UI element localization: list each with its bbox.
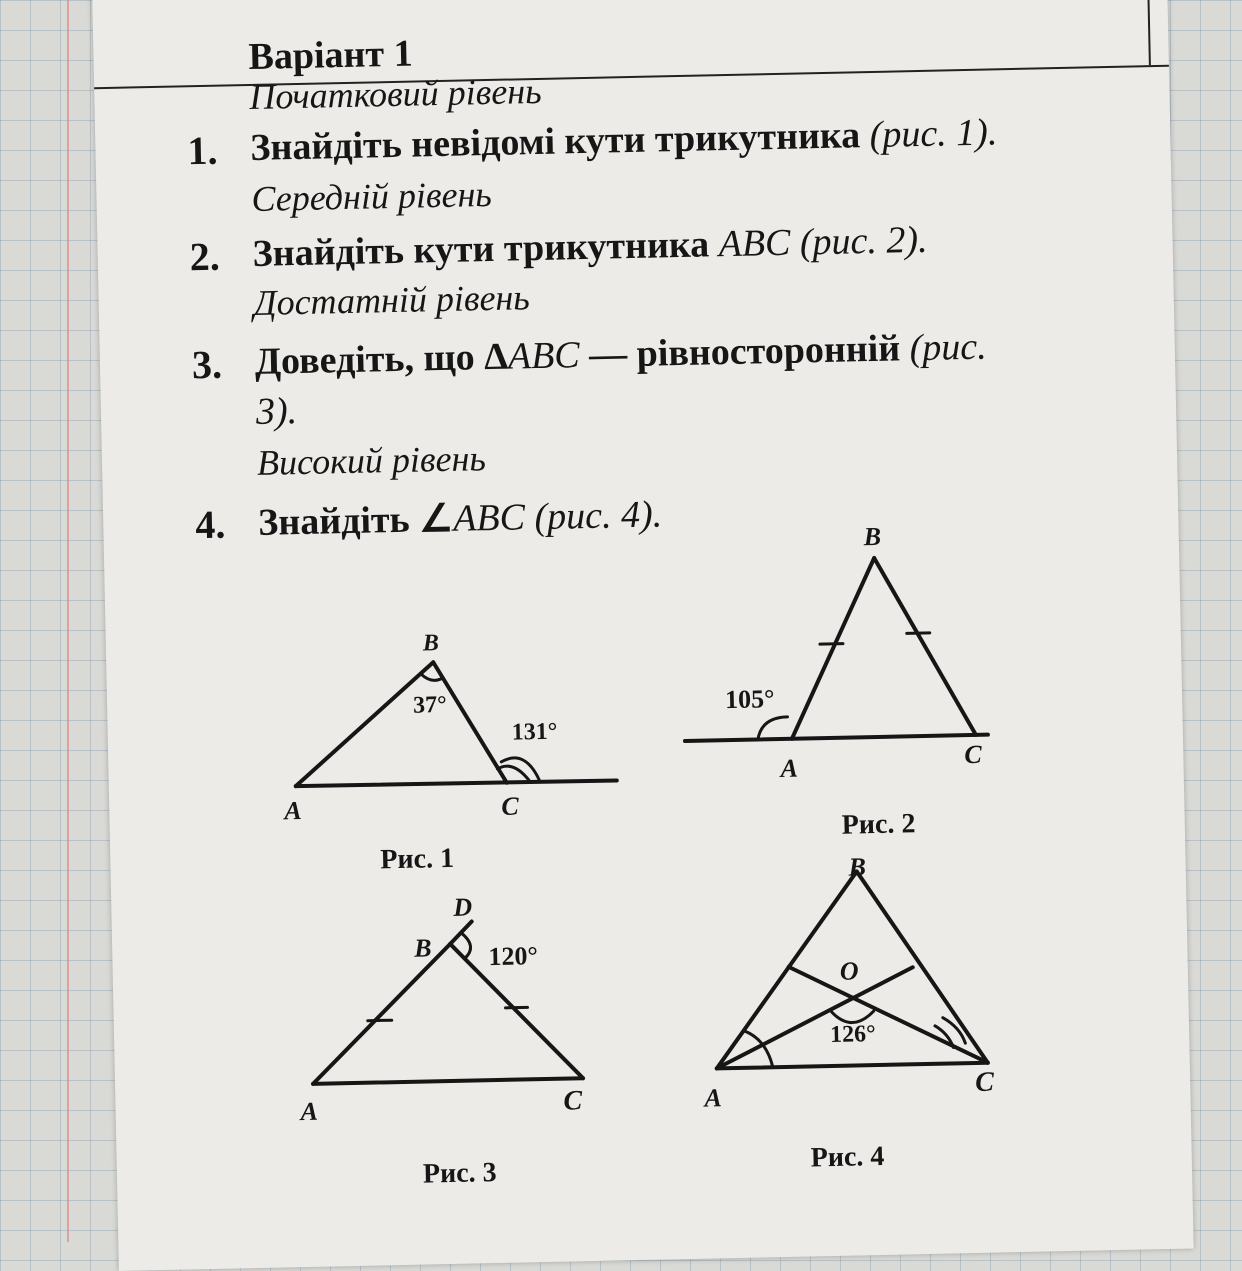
- level-high: Високий рівень: [257, 437, 487, 484]
- task-3-text-continued: 3).: [256, 389, 298, 434]
- fig1-label-c: C: [501, 791, 520, 820]
- fig4-label-b: B: [847, 852, 866, 881]
- fig4-angle-o-value: 126°: [830, 1021, 876, 1048]
- fig1-angle-b-value: 37°: [413, 692, 447, 719]
- fig2-side-bc: [874, 556, 976, 737]
- fig4-side-ac: [717, 1063, 988, 1069]
- fig4-bisector-a: [715, 967, 915, 1068]
- level-initial: Початковий рівень: [249, 70, 542, 118]
- fig4-label-o: O: [840, 956, 860, 985]
- fig4-caption: Рис. 4: [810, 1141, 884, 1174]
- fig1-side-bc: [433, 661, 507, 784]
- fig2-line-ac-extended: [685, 735, 988, 741]
- level-middle: Середній рівень: [251, 173, 492, 220]
- fig3-label-c: C: [563, 1085, 583, 1116]
- fig2-side-ab: [788, 558, 878, 739]
- variant-title: Варіант 1: [248, 32, 413, 79]
- fig1-label-b: B: [422, 630, 440, 656]
- fig4-label-c: C: [975, 1067, 995, 1098]
- fig2-label-c: C: [964, 740, 983, 769]
- fig3-angle-ext-value: 120°: [488, 941, 538, 971]
- fig1-caption: Рис. 1: [380, 843, 454, 876]
- task-1-text: Знайдіть невідомі кути трикутника (рис. 1).: [250, 110, 998, 170]
- worksheet-paper: [92, 0, 1194, 1271]
- fig2-caption: Рис. 2: [841, 808, 915, 841]
- fig3-label-a: A: [298, 1097, 318, 1126]
- fig1-angle-ext-value: 131°: [511, 719, 557, 746]
- fig3-label-d: D: [452, 892, 473, 921]
- fig1-label-a: A: [282, 796, 302, 825]
- level-sufficient: Достатній рівень: [253, 276, 530, 324]
- fig4-angle-c-arc-2: [943, 1017, 966, 1043]
- task-1-number: 1.: [187, 127, 218, 175]
- figures-canvas: [92, 0, 1194, 1271]
- fig1-side-ab: [293, 662, 436, 786]
- task-3-number: 3.: [191, 341, 222, 389]
- notebook-margin-line: [67, 0, 69, 1242]
- task-4-number: 4.: [195, 501, 226, 549]
- task-3-text: Доведіть, що ΔABC — рівносторонній (рис.: [254, 325, 987, 384]
- fig2-angle-ext-value: 105°: [725, 684, 775, 714]
- fig3-side-ab: [310, 944, 453, 1084]
- fig3-tick-ab: [368, 1020, 392, 1021]
- fig2-label-a: A: [778, 754, 798, 783]
- fig3-side-ac: [313, 1078, 583, 1084]
- task-2-text: Знайдіть кути трикутника ABC (рис. 2).: [252, 218, 928, 276]
- figure-3: [310, 919, 583, 1084]
- fig4-side-bc: [857, 869, 988, 1066]
- task-4-text: Знайдіть ∠ABC (рис. 4).: [258, 491, 663, 544]
- fig3-caption: Рис. 3: [423, 1157, 497, 1190]
- figure-1: [293, 658, 616, 787]
- fig2-angle-arc: [757, 717, 787, 740]
- fig1-side-ac-extended: [296, 779, 617, 787]
- fig2-label-b: B: [862, 522, 881, 551]
- fig3-label-b: B: [413, 933, 432, 962]
- task-2-number: 2.: [189, 233, 220, 281]
- fig4-label-a: A: [702, 1083, 722, 1112]
